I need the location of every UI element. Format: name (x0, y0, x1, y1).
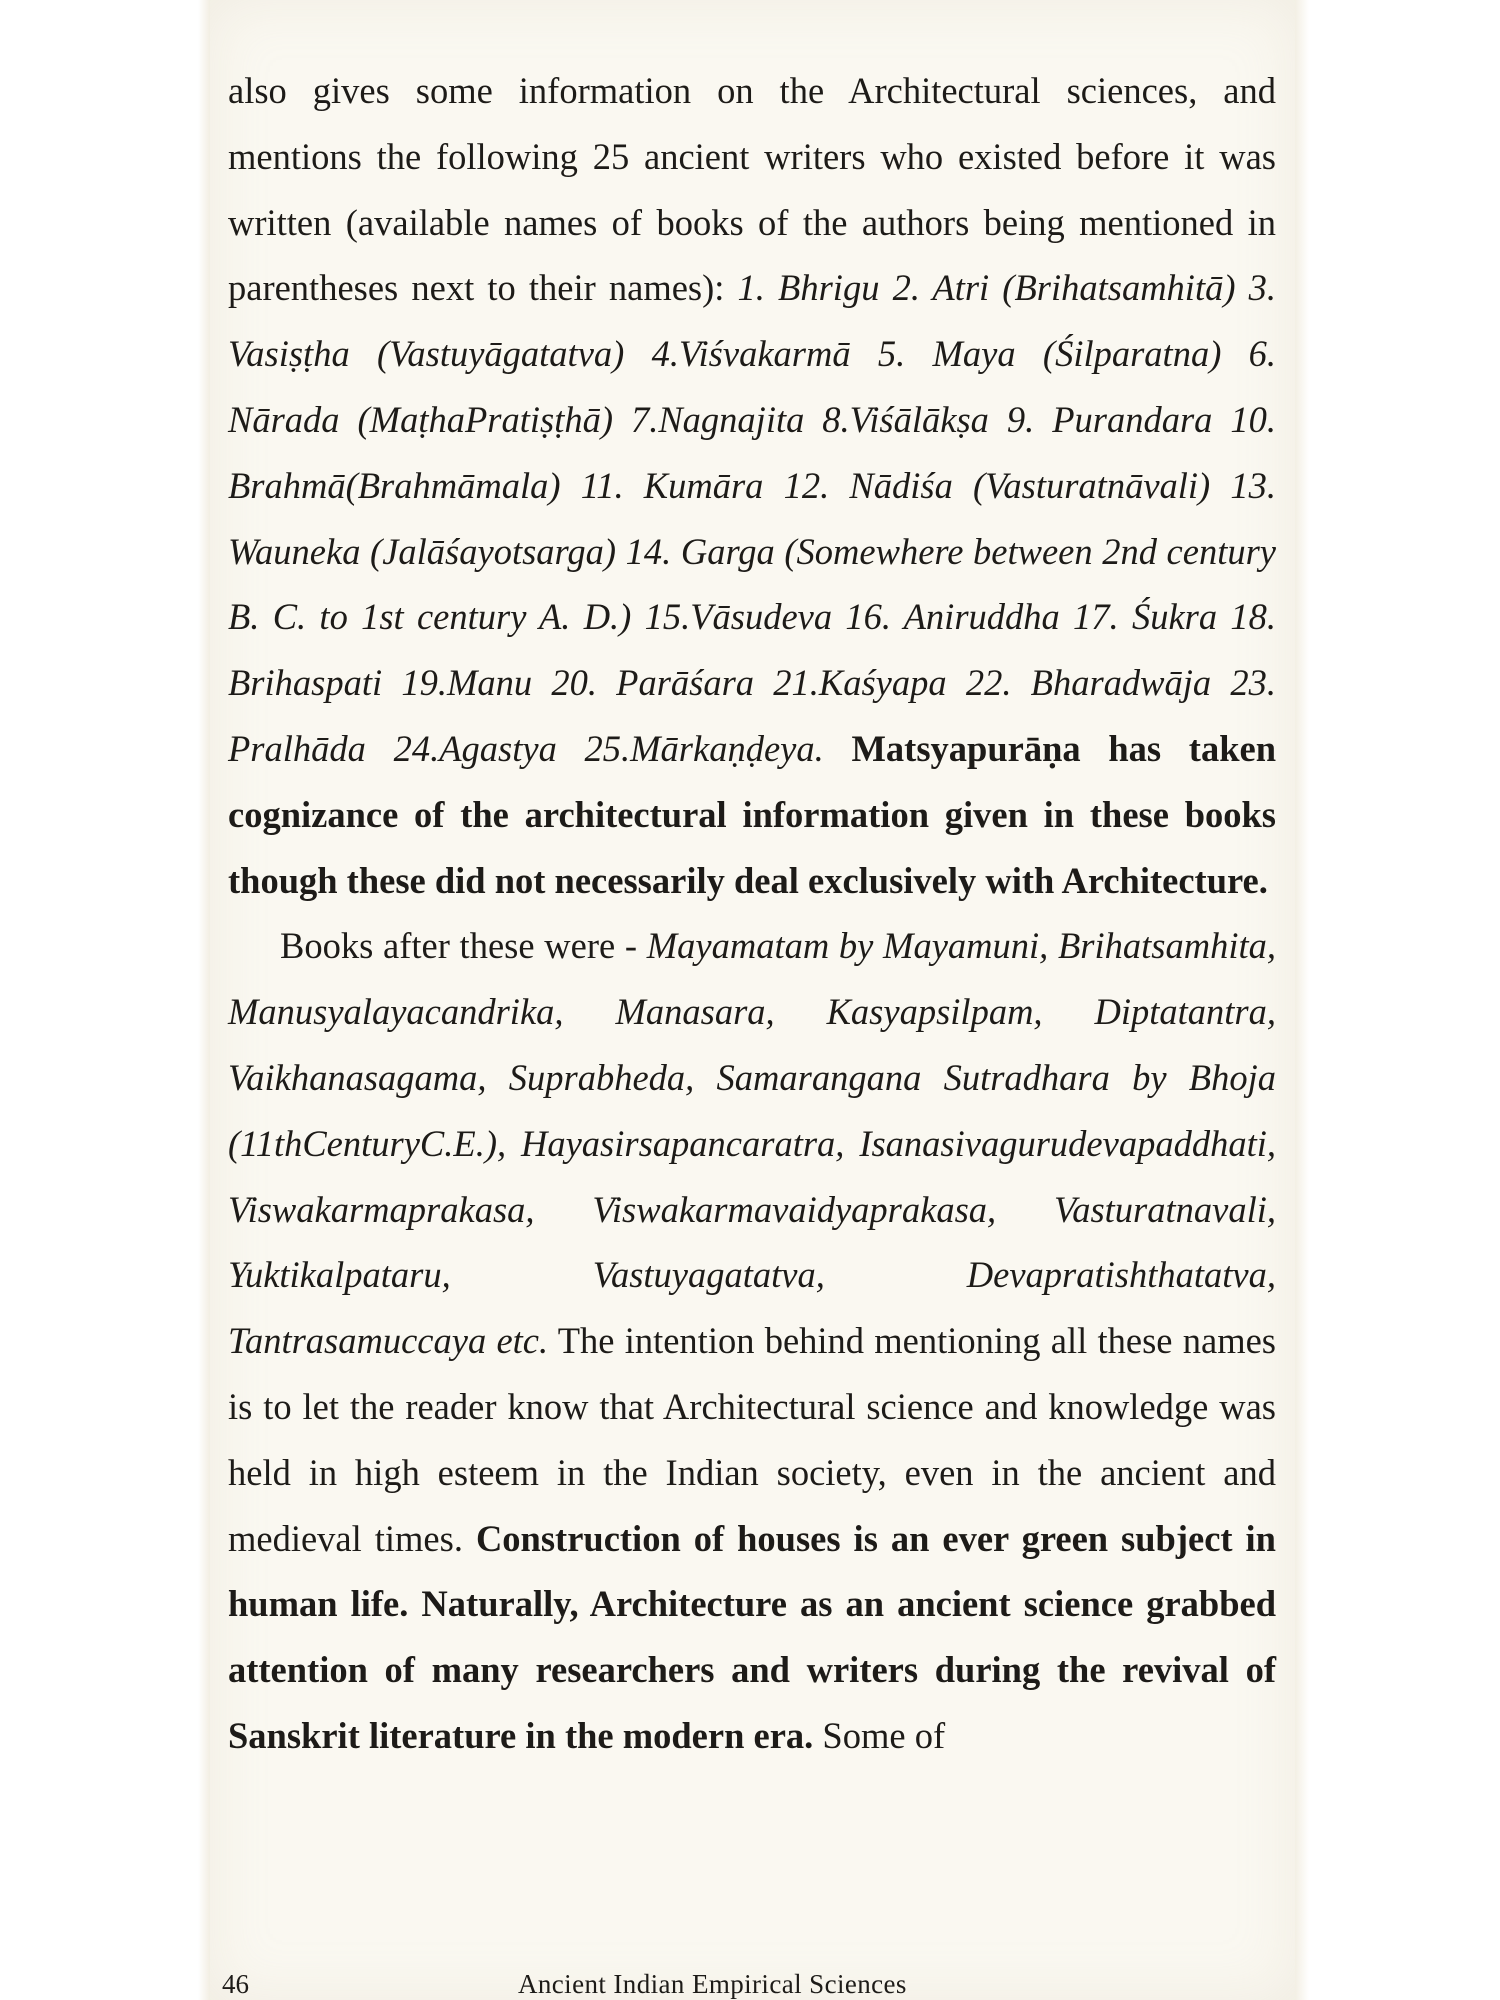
paragraph-lead: Books after these were - (280, 925, 647, 967)
page-number: 46 (222, 1969, 249, 1999)
page-left-edge (198, 0, 210, 2000)
paragraph-later-books (228, 913, 1276, 1768)
running-footer-title: Ancient Indian Empirical Sciences (518, 1969, 907, 1999)
continuation-text: Some of (813, 1714, 946, 1756)
paragraph-ancient-writers (228, 58, 1276, 913)
page-right-edge (1295, 0, 1309, 2000)
books-list: Mayamatam by Mayamuni, Brihatsamhita, Manusyalayacandrika, Manasara, Kasyapsilpam, Diptatantra, Vaikhanasagama, Suprabheda, Samarangana Sutradhara by Bhoja (11thCenturyC.E.), Hayasirsapancaratra, Isanasivagurudevapaddhati, Viswakarmaprakasa, Viswakarmavaidyaprakasa, Vasturatnavali, Yuktikalpataru, Vastuyagatatva, Devapratishthatatva, Tantrasamuccaya etc. (228, 925, 1276, 1362)
intention-text: The intention behind mentioning all these names is to let the reader know that Architectural science and knowledge was held in high esteem in the Indian society, even in the ancient and medieval times. (228, 1320, 1276, 1559)
authors-list: 1. Bhrigu 2. Atri (Brihatsamhitā) 3. Vasiṣṭha (Vastuyāgatatva) 4.Viśvakarmā 5. Maya (Śilparatna) 6. Nārada (MaṭhaPratiṣṭhā) 7.Nagnajita 8.Viśālākṣa 9. Purandara 10. Brahmā(Brahmāmala) 11. Kumāra 12. Nādiśa (Vasturatnāvali) 13. Wauneka (Jalāśayotsarga) 14. Garga (Somewhere between 2nd century B. C. to 1st century A. D.) 15.Vāsudeva 16. Aniruddha 17. Śukra 18. Brihaspati 19.Manu 20. Parāśara 21.Kaśyapa 22. Bharadwāja 23. Pralhāda 24.Agastya 25.Mārkaṇḍeya. (228, 267, 1276, 769)
body-text (228, 58, 1276, 1769)
matsyapurana-statement: Matsyapurāṇa has taken cognizance of the architectural information given in these books though these did not necessarily deal exclusively with Architecture. (228, 727, 1276, 901)
construction-statement: Construction of houses is an ever green subject in human life. Naturally, Architecture as an ancient science grabbed attention of many researchers and writers during the revival of Sanskrit literature in the modern era. (228, 1517, 1276, 1756)
page-footer (0, 1968, 1500, 2000)
paragraph-lead: also gives some information on the Architectural sciences, and mentions the following 25 ancient writers who existed before it was written (available names of books of the authors being mentioned in parentheses next to their names): (228, 70, 1276, 309)
